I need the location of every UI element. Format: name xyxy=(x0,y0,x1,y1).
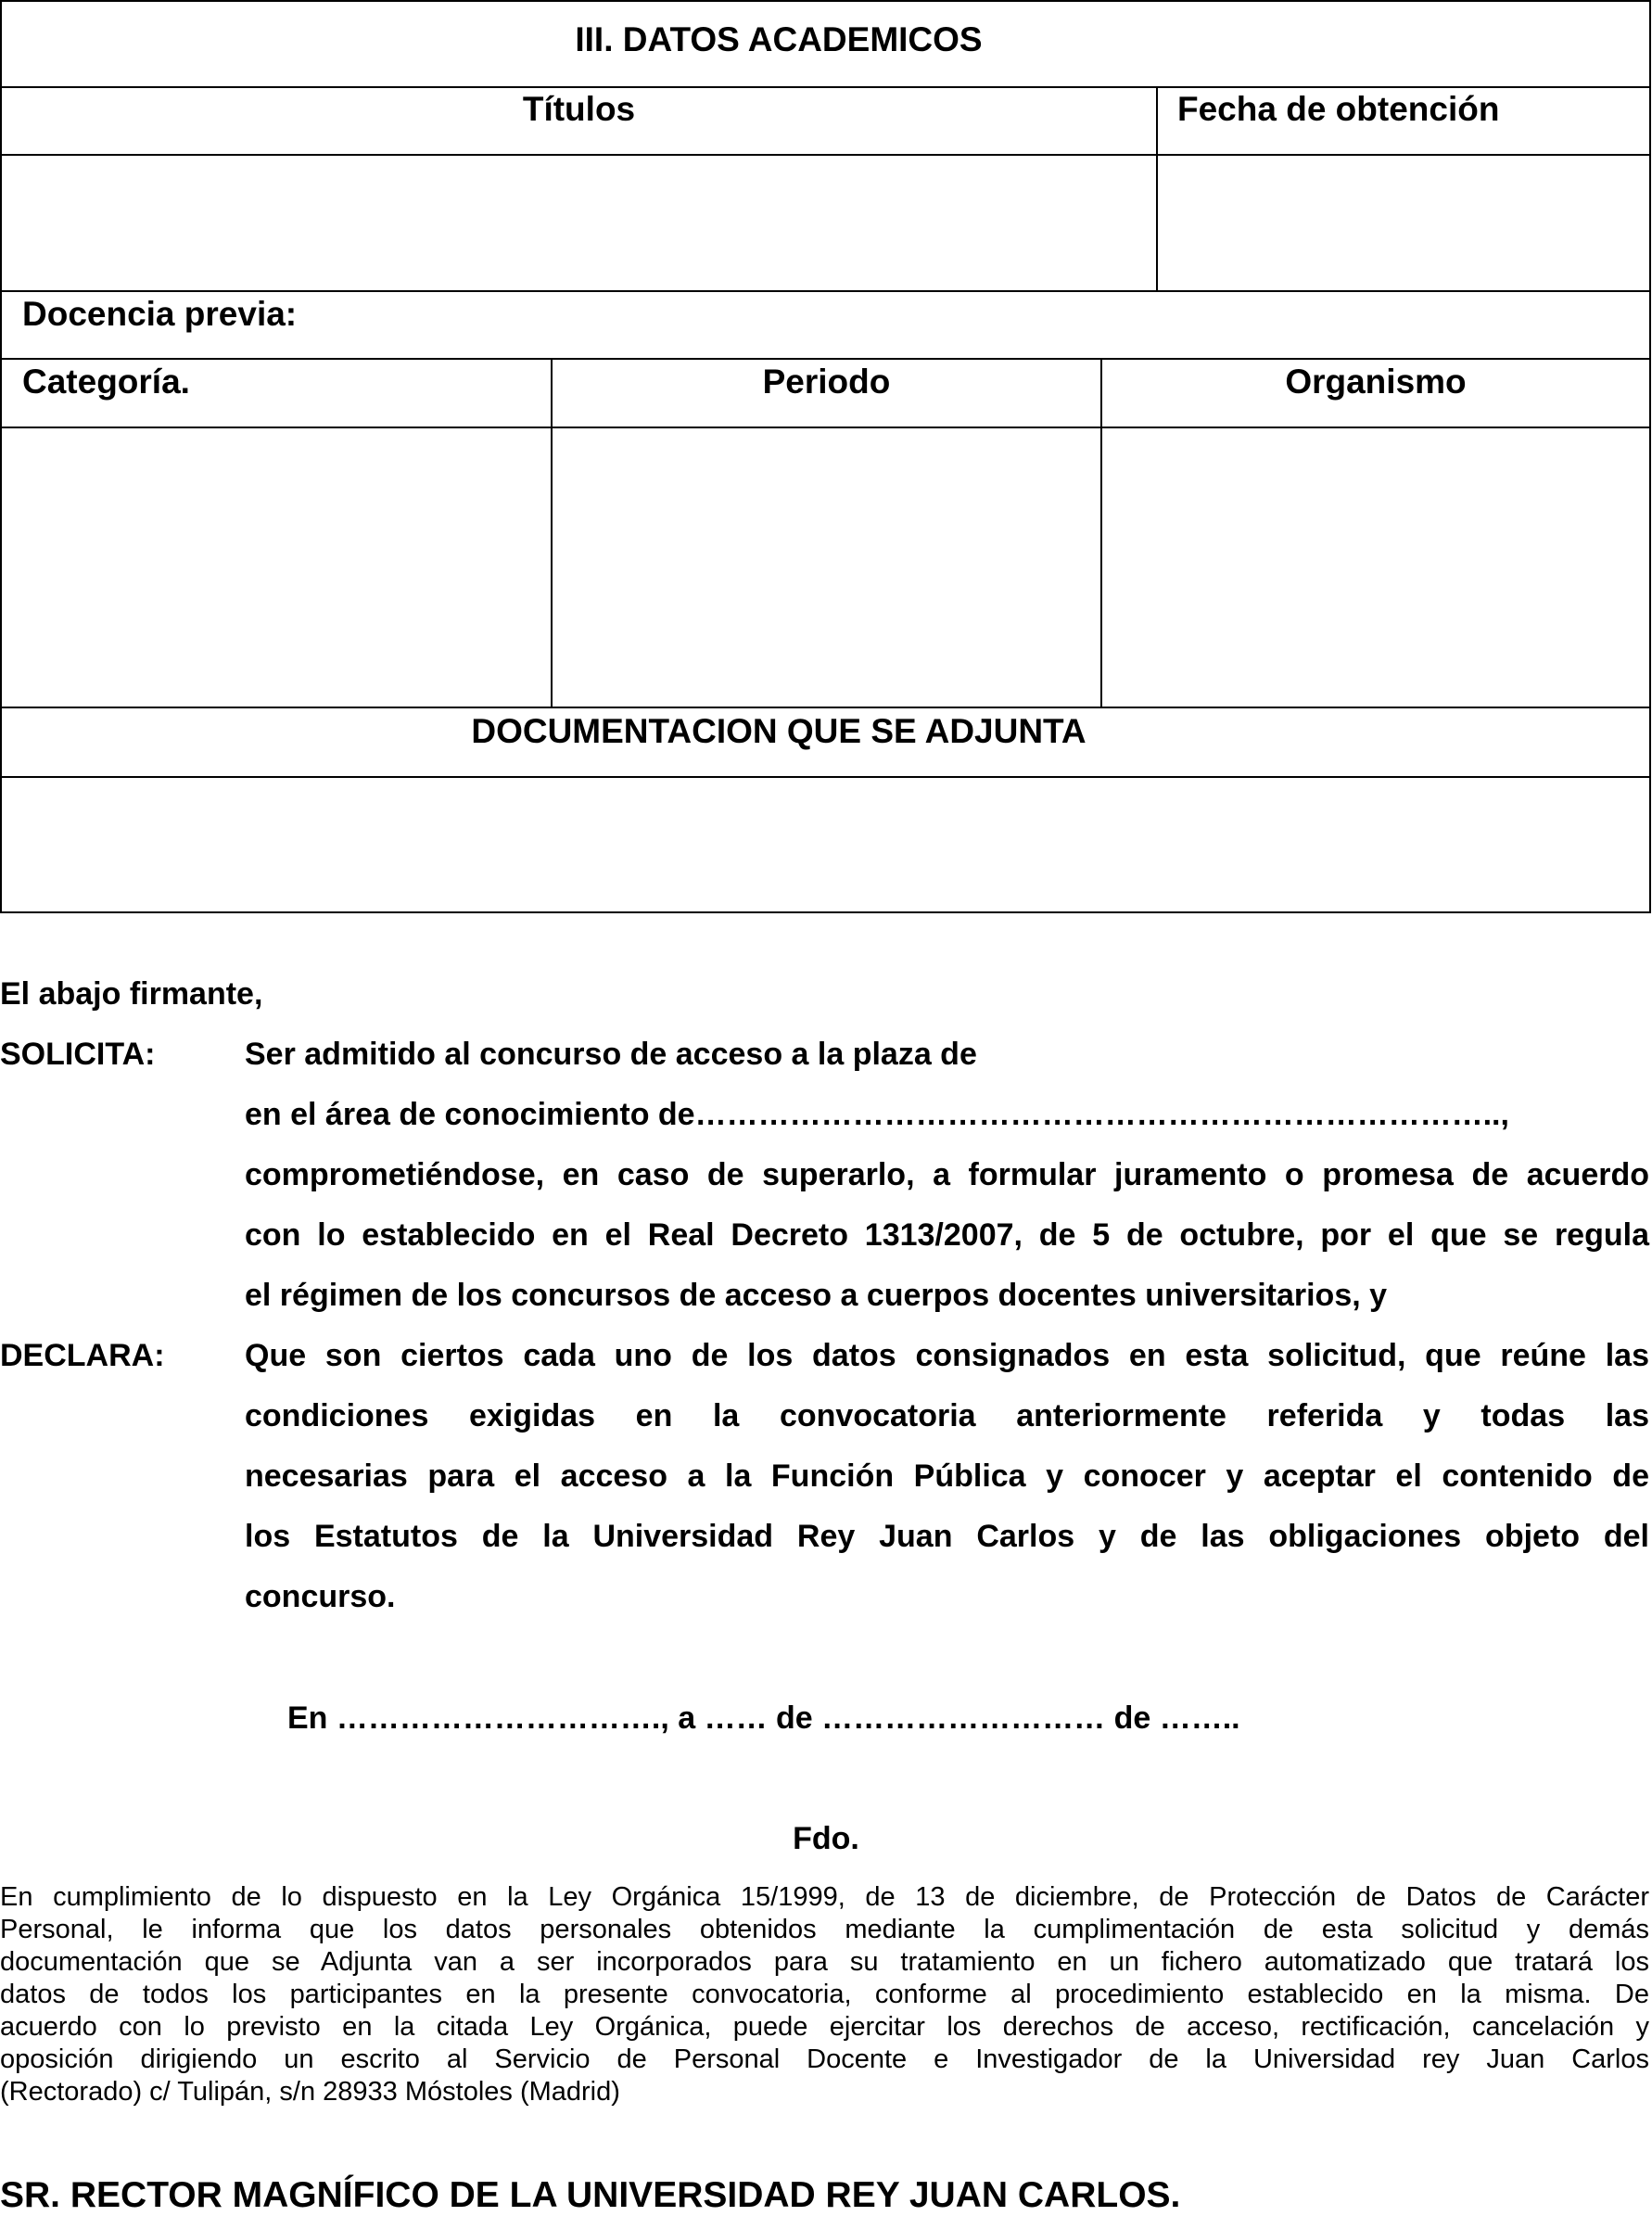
privacy-line: documentación que se Adjunta van a ser incorporados para su tratamiento en un fichero automatizado que tratará los xyxy=(0,1947,1649,1977)
periodo-input-cell[interactable] xyxy=(551,427,1102,708)
periodo-header: Periodo xyxy=(762,363,891,401)
declara-label: DECLARA: xyxy=(0,1338,165,1373)
organismo-input-cell[interactable] xyxy=(1100,427,1651,708)
fecha-header: Fecha de obtención xyxy=(1177,90,1500,128)
privacy-line: datos de todos los participantes en la presente convocatoria, conforme al procedimiento establecido en la misma. De xyxy=(0,1980,1649,2009)
privacy-line: Personal, le informa que los datos personales obtenidos mediante la cumplimentación de esta solicitud y demás xyxy=(0,1915,1649,1944)
addressee: SR. RECTOR MAGNÍFICO DE LA UNIVERSIDAD REY JUAN CARLOS. xyxy=(0,2175,1181,2215)
categoria-header: Categoría. xyxy=(22,363,190,401)
declara-line: concurso. xyxy=(245,1579,396,1614)
fecha-input-cell[interactable] xyxy=(1156,154,1651,292)
declara-line: los Estatutos de la Universidad Rey Juan Carlos y de las obligaciones objeto del xyxy=(245,1519,1649,1554)
documentacion-input-cell[interactable] xyxy=(0,776,1651,913)
privacy-line: oposición dirigiendo un escrito al Servicio de Personal Docente e Investigador de la Universidad rey Juan Carlos xyxy=(0,2044,1649,2074)
solicita-line: en el área de conocimiento de………………………………………………………………….., xyxy=(245,1097,1509,1132)
privacy-line: (Rectorado) c/ Tulipán, s/n 28933 Móstoles (Madrid) xyxy=(0,2077,620,2107)
solicita-label: SOLICITA: xyxy=(0,1037,156,1072)
declara-line: necesarias para el acceso a la Función Pública y conocer y aceptar el contenido de xyxy=(245,1458,1649,1494)
solicita-line: comprometiéndose, en caso de superarlo, a formular juramento o promesa de acuerdo xyxy=(245,1157,1649,1192)
section-title: III. DATOS ACADEMICOS xyxy=(575,20,983,58)
place-date-line: En …………………………., a …… de ……………………… de …….. xyxy=(287,1700,1240,1736)
solicita-line: con lo establecido en el Real Decreto 1313/2007, de 5 de octubre, por el que se regula xyxy=(245,1217,1649,1253)
declara-line: condiciones exigidas en la convocatoria anteriormente referida y todas las xyxy=(245,1398,1649,1433)
intro-text: El abajo firmante, xyxy=(0,976,263,1012)
solicita-line: el régimen de los concursos de acceso a cuerpos docentes universitarios, y xyxy=(245,1278,1388,1313)
solicita-line: Ser admitido al concurso de acceso a la plaza de xyxy=(245,1037,977,1072)
categoria-input-cell[interactable] xyxy=(0,427,553,708)
titulos-input-cell[interactable] xyxy=(0,154,1158,292)
privacy-line: acuerdo con lo previsto en la citada Ley Orgánica, puede ejercitar los derechos de acceso, rectificación, cancelación y xyxy=(0,2012,1649,2042)
privacy-line: En cumplimiento de lo dispuesto en la Ley Orgánica 15/1999, de 13 de diciembre, de Protección de Datos de Carácter xyxy=(0,1882,1649,1912)
documentacion-header: DOCUMENTACION QUE SE ADJUNTA xyxy=(471,712,1087,750)
declara-line: Que son ciertos cada uno de los datos consignados en esta solicitud, que reúne las xyxy=(245,1338,1649,1373)
docencia-label: Docencia previa: xyxy=(22,295,298,333)
signature-label: Fdo. xyxy=(793,1821,859,1856)
titulos-header: Títulos xyxy=(522,90,636,128)
organismo-header: Organismo xyxy=(1285,363,1467,401)
